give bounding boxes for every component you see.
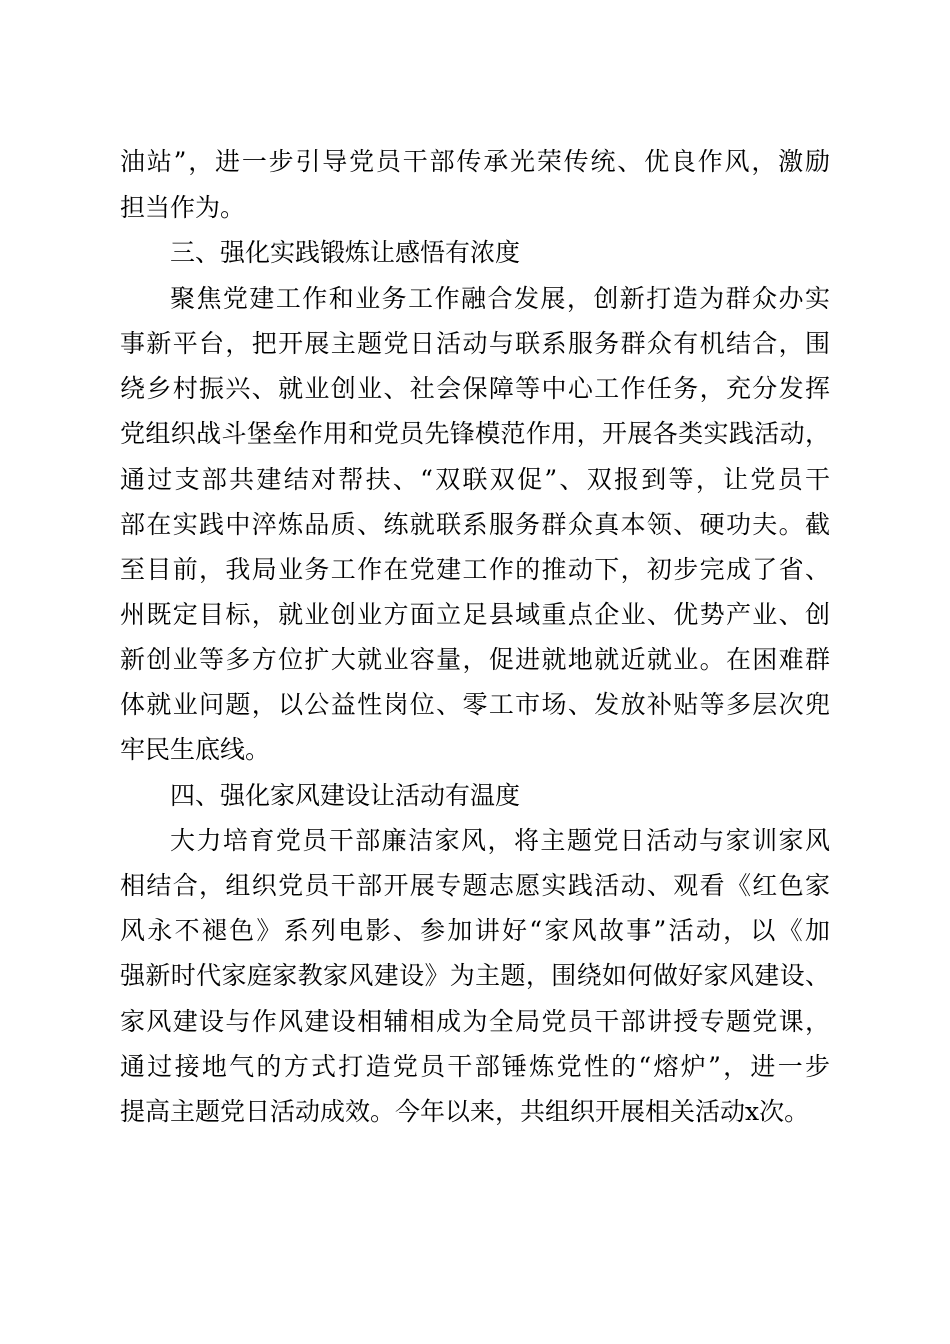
paragraph-line: 至目前，我局业务工作在党建工作的推动下，初步完成了省、 bbox=[120, 555, 830, 584]
paragraph-line: 新创业等多方位扩大就业容量，促进就地就近就业。在困难群 bbox=[120, 645, 830, 674]
paragraph-line: 部在实践中淬炼品质、练就联系服务群众真本领、硬功夫。截 bbox=[120, 510, 830, 539]
paragraph-line: 强新时代家庭家教家风建设》为主题，围绕如何做好家风建设、 bbox=[120, 961, 830, 990]
paragraph-line: 通过接地气的方式打造党员干部锤炼党性的“熔炉”，进一步 bbox=[120, 1052, 830, 1081]
paragraph-line: 党组织战斗堡垒作用和党员先锋模范作用，开展各类实践活动， bbox=[120, 419, 830, 448]
paragraph-line: 担当作为。 bbox=[120, 193, 246, 222]
paragraph-line: 家风建设与作风建设相辅相成为全局党员干部讲授专题党课， bbox=[120, 1007, 830, 1036]
paragraph-line: 提高主题党日活动成效。今年以来，共组织开展相关活动x次。 bbox=[120, 1097, 810, 1126]
section-heading-4: 四、强化家风建设让活动有温度 bbox=[170, 781, 521, 810]
paragraph-line: 州既定目标，就业创业方面立足县域重点企业、优势产业、创 bbox=[120, 600, 830, 629]
paragraph-line: 相结合，组织党员干部开展专题志愿实践活动、观看《红色家 bbox=[120, 871, 830, 900]
paragraph-line: 牢民生底线。 bbox=[120, 735, 271, 764]
paragraph-line: 事新平台，把开展主题党日活动与联系服务群众有机结合，围 bbox=[120, 329, 830, 358]
paragraph-line: 通过支部共建结对帮扶、“双联双促”、双报到等，让党员干 bbox=[120, 465, 830, 494]
paragraph-line: 油站”，进一步引导党员干部传承光荣传统、优良作风，激励 bbox=[120, 147, 830, 176]
paragraph-line: 大力培育党员干部廉洁家风，将主题党日活动与家训家风 bbox=[170, 826, 830, 855]
section-heading-3: 三、强化实践锻炼让感悟有浓度 bbox=[170, 238, 521, 267]
paragraph-line: 风永不褪色》系列电影、参加讲好“家风故事”活动，以《加 bbox=[120, 916, 830, 945]
paragraph-line: 绕乡村振兴、就业创业、社会保障等中心工作任务，充分发挥 bbox=[120, 374, 830, 403]
paragraph-line: 聚焦党建工作和业务工作融合发展，创新打造为群众办实 bbox=[170, 284, 830, 313]
paragraph-line: 体就业问题，以公益性岗位、零工市场、发放补贴等多层次兜 bbox=[120, 690, 830, 719]
